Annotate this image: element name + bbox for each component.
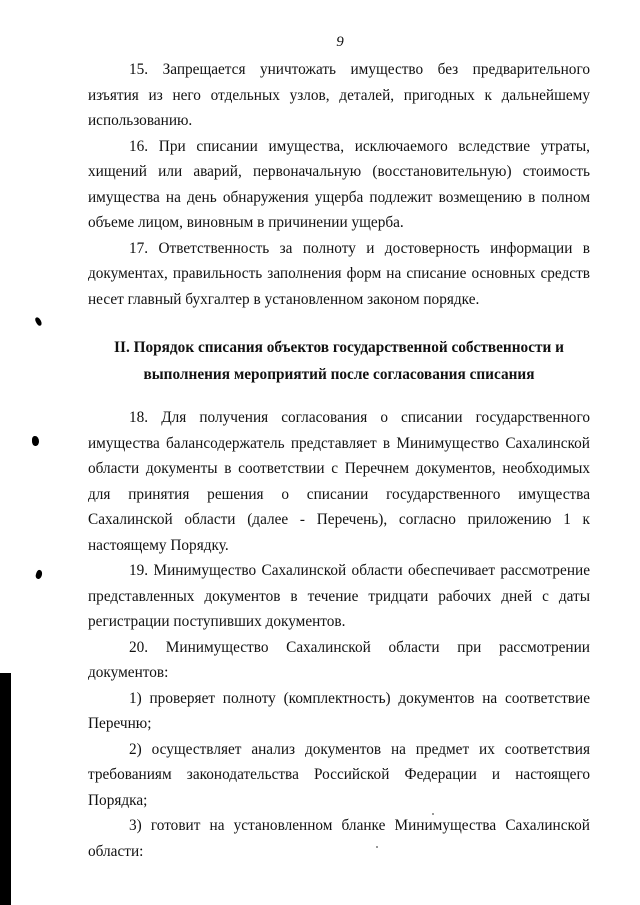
scan-mark-2	[32, 436, 39, 446]
scan-mark-1	[34, 316, 42, 326]
paragraph-17: 17. Ответственность за полноту и достоверность информации в документах, правильность заполнения форм на списание основных средств несет главный бухгалтер в установленном законом порядке.	[88, 239, 590, 308]
list-item-3: 3) готовит на установленном бланке Минимущества Сахалинской области:	[88, 817, 590, 860]
paragraph-19: 19. Минимущество Сахалинской области обеспечивает рассмотрение представленных документов в течение тридцати рабочих дней с даты регистрации поступивших документов.	[88, 562, 590, 630]
scan-dust-1	[376, 846, 378, 848]
paragraph-18: 18. Для получения согласования о списании государственного имущества балансодержатель представляет в Минимущество Сахалинской области документы в соответствии с Перечнем документов, необходимых для принятия решения о списании государственного имущества Сахалинской области (далее - Перечень), согласно приложению 1 к настоящему Порядку.	[88, 409, 590, 554]
scan-mark-3	[35, 569, 44, 580]
paragraph-15: 15. Запрещается уничтожать имущество без предварительного изъятия из него отдельных узлов, деталей, пригодных к дальнейшему использованию.	[88, 61, 590, 129]
paragraph-20: 20. Минимущество Сахалинской области при рассмотрении документов:	[88, 638, 590, 681]
section-heading-line-1: II. Порядок списания объектов государственной собственности и	[114, 339, 564, 356]
document-body	[88, 57, 590, 864]
list-item-1: 1) проверяет полноту (комплектность) документов на соответствие Перечню;	[88, 689, 590, 732]
page-number: 9	[336, 34, 344, 50]
section-heading-line-2: выполнения мероприятий после согласования списания	[143, 366, 535, 383]
list-item-2: 2) осуществляет анализ документов на предмет их соответствия требованиям законодательства Российской Федерации и настоящего Порядка;	[88, 740, 590, 809]
scan-edge-bar	[0, 673, 11, 905]
scan-dust-2	[432, 813, 434, 815]
paragraph-16: 16. При списании имущества, исключаемого вследствие утраты, хищений или аварий, первоначальную (восстановительную) стоимость имущества на день обнаружения ущерба подлежит возмещению в полном объеме лицом, виновным в причинении ущерба.	[88, 137, 590, 231]
